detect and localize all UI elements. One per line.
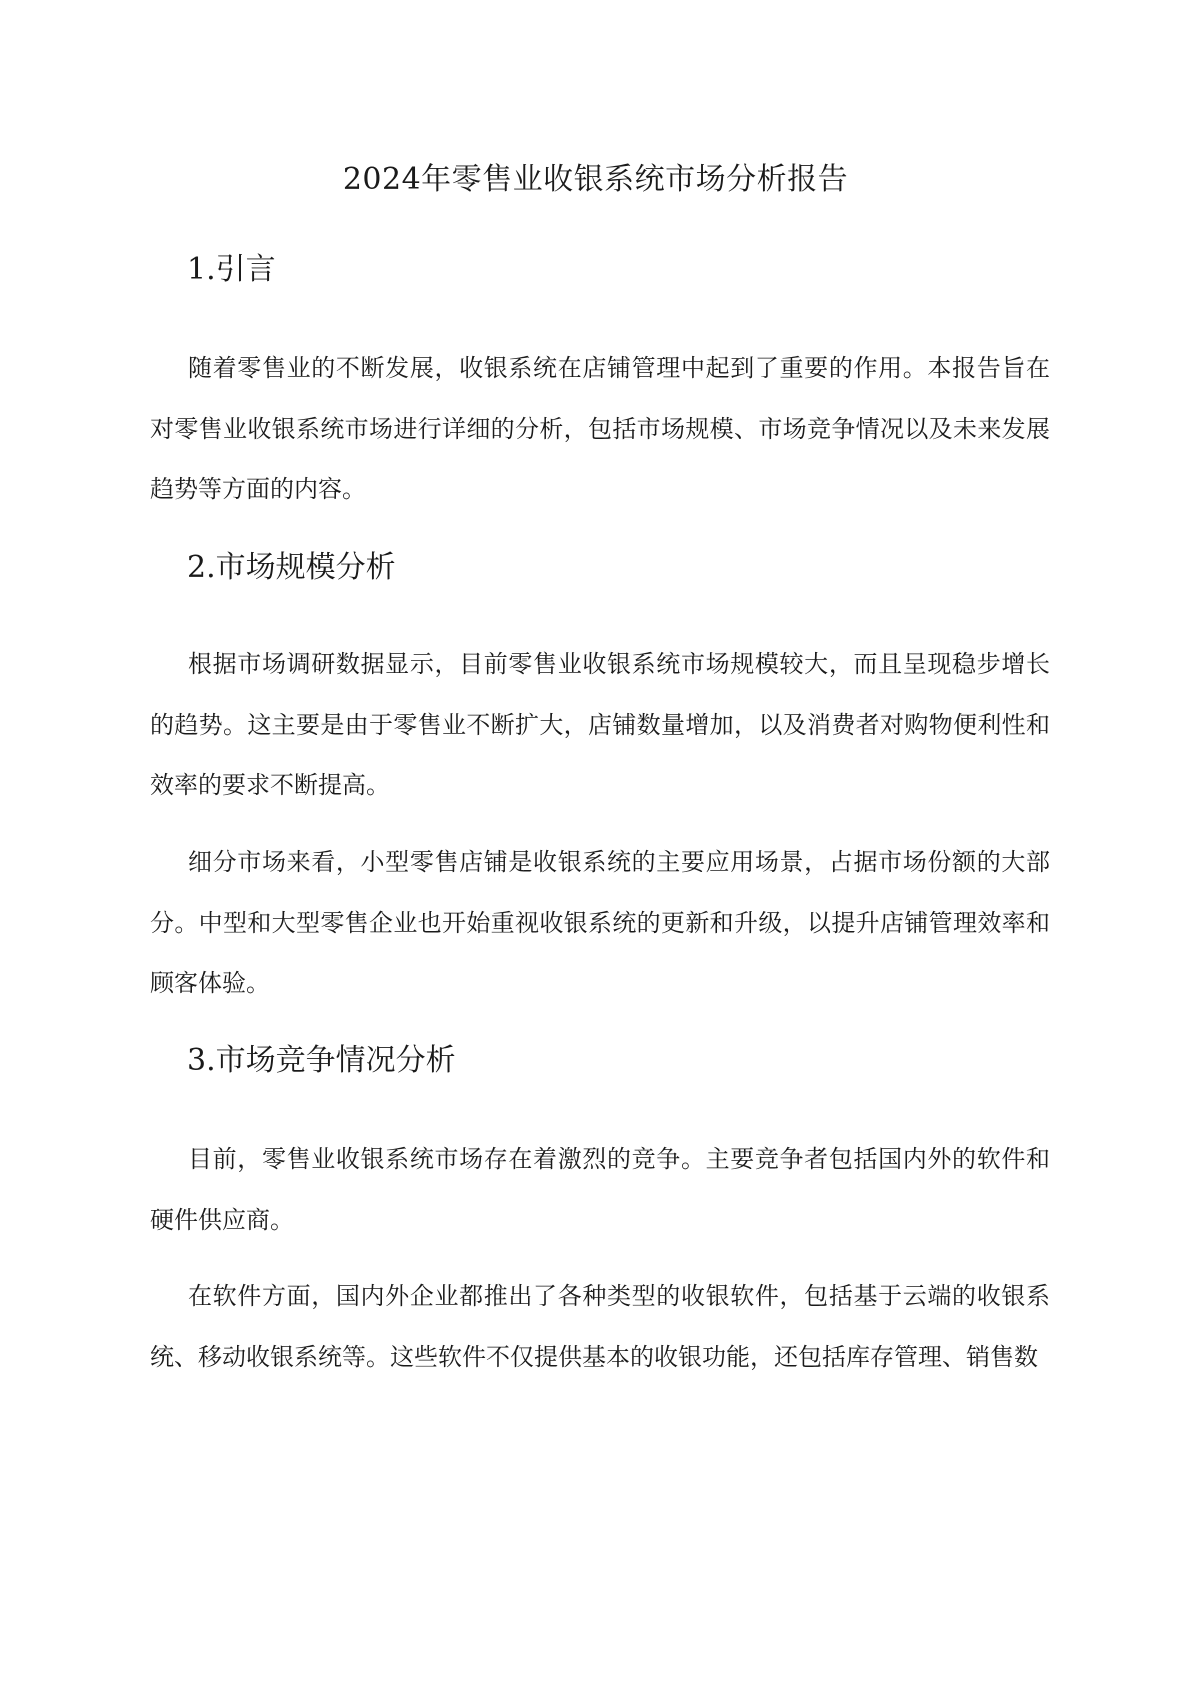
market-size-paragraph-2: 细分市场来看，小型零售店铺是收银系统的主要应用场景，占据市场份额的大部分。中型和大型零售企业也开始重视收银系统的更新和升级，以提升店铺管理效率和顾客体验。 xyxy=(150,848,1050,997)
section-heading-introduction: 1.引言 xyxy=(187,252,276,287)
introduction-paragraph: 随着零售业的不断发展，收银系统在店铺管理中起到了重要的作用。本报告旨在对零售业收银系统市场进行详细的分析，包括市场规模、市场竞争情况以及未来发展趋势等方面的内容。 xyxy=(150,354,1050,503)
section-heading-competition: 3.市场竞争情况分析 xyxy=(187,1043,456,1078)
competition-paragraph-1: 目前，零售业收银系统市场存在着激烈的竞争。主要竞争者包括国内外的软件和硬件供应商。 xyxy=(150,1145,1050,1234)
market-size-paragraph-1: 根据市场调研数据显示，目前零售业收银系统市场规模较大，而且呈现稳步增长的趋势。这主要是由于零售业不断扩大，店铺数量增加，以及消费者对购物便利性和效率的要求不断提高。 xyxy=(150,650,1050,799)
section-heading-market-size: 2.市场规模分析 xyxy=(187,550,396,585)
document-title: 2024年零售业收银系统市场分析报告 xyxy=(342,162,849,197)
competition-paragraph-2: 在软件方面，国内外企业都推出了各种类型的收银软件，包括基于云端的收银系统、移动收银系统等。这些软件不仅提供基本的收银功能，还包括库存管理、销售数 xyxy=(150,1282,1050,1371)
